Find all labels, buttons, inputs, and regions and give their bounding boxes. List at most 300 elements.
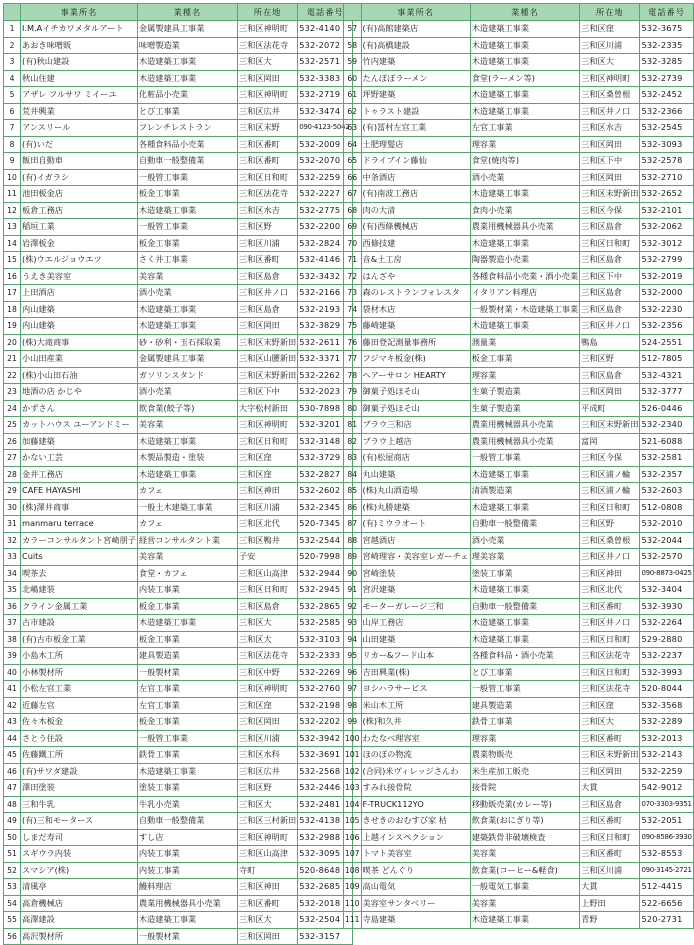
industry: 木造建築工事業 [470, 615, 579, 632]
business-name: 坪野建築 [361, 87, 470, 104]
row-number: 93 [344, 615, 362, 632]
industry: 塗装工事業 [137, 780, 237, 797]
phone-number: 532-2143 [640, 747, 693, 764]
header-row [344, 4, 694, 21]
industry: 陶器製造小売業 [470, 252, 579, 269]
table-row [344, 648, 694, 665]
industry: フレンチレストラン [137, 120, 237, 137]
table-row [344, 54, 694, 71]
table-row [4, 120, 353, 137]
industry: 内装工事業 [137, 846, 237, 863]
row-number: 48 [4, 796, 21, 813]
table-row [344, 301, 694, 318]
header-industry: 業種名 [470, 4, 579, 21]
location: 三和区島倉 [237, 301, 297, 318]
phone-number: 532-2010 [640, 516, 693, 533]
row-number: 50 [4, 829, 21, 846]
location: 三和区大 [580, 714, 640, 731]
location: 三和区神田 [580, 565, 640, 582]
row-number: 34 [4, 565, 21, 582]
phone-number: 532-2988 [298, 829, 353, 846]
industry: 板金工事業 [137, 598, 237, 615]
location: 三和区末野新田 [237, 334, 297, 351]
phone-number: 070-3303-9351 [640, 796, 693, 813]
industry: 内装工事業 [137, 582, 237, 599]
business-name: 佐々木板金 [21, 714, 138, 731]
phone-number: 532-2611 [298, 334, 353, 351]
table-row [344, 351, 694, 368]
industry: 農業用機械器具小売業 [470, 417, 579, 434]
business-name: Cuits [21, 549, 138, 566]
business-name: かない工芸 [21, 450, 138, 467]
table-row [344, 334, 694, 351]
phone-number: 520-7345 [298, 516, 353, 533]
business-name: (有)西條機械店 [361, 219, 470, 236]
table-row [344, 582, 694, 599]
industry: 化粧品小売業 [137, 87, 237, 104]
phone-number: 520-2731 [640, 912, 693, 929]
industry: 木造建築工事業 [470, 912, 579, 929]
location: 三和区末野新田 [580, 417, 640, 434]
location: 三和区法花寺 [580, 681, 640, 698]
industry: 木製品製造・塗装 [137, 450, 237, 467]
industry: ガソリンスタンド [137, 367, 237, 384]
location: 三和区山腰新田 [237, 351, 297, 368]
business-name: かずさん [21, 400, 138, 417]
table-row [344, 664, 694, 681]
phone-number: 532-3474 [298, 103, 353, 120]
phone-number: 532-2009 [298, 136, 353, 153]
industry: 美容業 [470, 895, 579, 912]
industry: 移動販売業(カレー等) [470, 796, 579, 813]
phone-number: 532-3432 [298, 268, 353, 285]
phone-number: 532-2072 [298, 37, 353, 54]
table-row [4, 681, 353, 698]
business-name: スマシア(株) [21, 862, 138, 879]
industry: 一般管工事業 [137, 730, 237, 747]
table-row [344, 747, 694, 764]
row-number: 106 [344, 829, 362, 846]
business-name: リカー&フード山本 [361, 648, 470, 665]
row-number: 105 [344, 813, 362, 830]
business-name: ほのぼの物流 [361, 747, 470, 764]
table-row [344, 120, 694, 137]
row-number: 42 [4, 697, 21, 714]
row-number: 14 [4, 235, 21, 252]
industry: 鉄骨工事業 [137, 747, 237, 764]
location: 三和区神明町 [237, 829, 297, 846]
industry: 飲食業(おにぎり等) [470, 813, 579, 830]
business-name: 小島木工所 [21, 648, 138, 665]
table-row [4, 879, 353, 896]
business-name: 池田板金店 [21, 186, 138, 203]
phone-number: 532-2585 [298, 615, 353, 632]
industry: 砂・砂利・玉石採取業 [137, 334, 237, 351]
location: 三和区大 [237, 54, 297, 71]
phone-number: 532-3103 [298, 631, 353, 648]
row-number: 66 [344, 169, 362, 186]
table-row [4, 219, 353, 236]
row-number: 67 [344, 186, 362, 203]
business-name: 宮崎理容・美容室レガーチェ [361, 549, 470, 566]
business-name: 近藤左官 [21, 697, 138, 714]
phone-number: 532-2799 [640, 252, 693, 269]
table-row [344, 796, 694, 813]
industry: 建築鉄骨非破壊検査 [470, 829, 579, 846]
table-row [344, 433, 694, 450]
row-number: 99 [344, 714, 362, 731]
phone-number: 532-2865 [298, 598, 353, 615]
location: 三和区川浦 [580, 862, 640, 879]
table-row [4, 301, 353, 318]
row-number: 4 [4, 70, 21, 87]
location: 三和区大 [580, 54, 640, 71]
industry: 自動車一般整備業 [470, 598, 579, 615]
row-number: 10 [4, 169, 21, 186]
header-no [4, 4, 21, 21]
business-name: わたなべ理容室 [361, 730, 470, 747]
industry: 木造建築工事業 [137, 615, 237, 632]
phone-number: 532-2259 [640, 763, 693, 780]
location: 三和区番町 [580, 846, 640, 863]
row-number: 95 [344, 648, 362, 665]
phone-number: 532-2739 [640, 70, 693, 87]
table-row [4, 532, 353, 549]
row-number: 85 [344, 483, 362, 500]
phone-number: 522-6656 [640, 895, 693, 912]
phone-number: 532-2568 [298, 763, 353, 780]
business-name: 上越インスペクション [361, 829, 470, 846]
business-name: ヘアーサロン HEARTY [361, 367, 470, 384]
table-row [4, 235, 353, 252]
industry: 米生産加工販売 [470, 763, 579, 780]
industry: 木造建築工事業 [470, 37, 579, 54]
business-name: 加藤建築 [21, 433, 138, 450]
location: 大貫 [580, 879, 640, 896]
location: 三和区岡田 [580, 136, 640, 153]
table-row [344, 186, 694, 203]
table-row [344, 681, 694, 698]
table-row [4, 103, 353, 120]
location: 子安 [237, 549, 297, 566]
location: 三和区大 [237, 912, 297, 929]
row-number: 8 [4, 136, 21, 153]
industry: とび工事業 [470, 664, 579, 681]
row-number: 57 [344, 21, 362, 38]
row-number: 20 [4, 334, 21, 351]
location: 三和区岡田 [580, 763, 640, 780]
table-row [4, 87, 353, 104]
table-row [344, 813, 694, 830]
business-name: (有)イガラシ [21, 169, 138, 186]
location: 三和区日和町 [580, 664, 640, 681]
industry: 美容業 [137, 549, 237, 566]
industry: 木造建築工事業 [470, 54, 579, 71]
phone-number: 532-2018 [298, 895, 353, 912]
phone-number: 532-2446 [298, 780, 353, 797]
phone-number: 532-2578 [640, 153, 693, 170]
phone-number: 521-6088 [640, 433, 693, 450]
industry: 建具製造業 [470, 697, 579, 714]
industry: 農業用機械器具小売業 [470, 219, 579, 236]
business-name: 佐藤鐵工所 [21, 747, 138, 764]
location: 三和区日和町 [580, 235, 640, 252]
location: 三和区大 [237, 796, 297, 813]
row-number: 21 [4, 351, 21, 368]
industry: さく井工事業 [137, 252, 237, 269]
location: 三和区今保 [580, 202, 640, 219]
location: 三和区野 [580, 516, 640, 533]
industry: カフェ [137, 483, 237, 500]
header-row [4, 4, 353, 21]
phone-number: 512-7805 [640, 351, 693, 368]
industry: 木造建築工事業 [137, 54, 237, 71]
phone-number: 542-9012 [640, 780, 693, 797]
location: 三和区島倉 [580, 301, 640, 318]
location: 三和区島倉 [237, 598, 297, 615]
business-name: 三和牛乳 [21, 796, 138, 813]
industry: 木造建築工事業 [470, 235, 579, 252]
location: 寺町 [237, 862, 297, 879]
row-number: 31 [4, 516, 21, 533]
location: 三和区井ノ口 [580, 615, 640, 632]
industry: 各種食料品・酒小売業 [470, 648, 579, 665]
phone-number: 090-8586-3930 [640, 829, 693, 846]
table-row [4, 598, 353, 615]
industry: 測量業 [470, 334, 579, 351]
industry: 木造建築工事業 [470, 87, 579, 104]
phone-number: 532-2019 [640, 268, 693, 285]
location: 三和区神明町 [237, 21, 297, 38]
phone-number: 532-2603 [640, 483, 693, 500]
location: 三和区法花寺 [237, 186, 297, 203]
location: 三和区島倉 [580, 796, 640, 813]
phone-number: 520-8044 [640, 681, 693, 698]
table-row [344, 70, 694, 87]
industry: 理美容業 [470, 549, 579, 566]
phone-number: 090-8873-0425 [640, 565, 693, 582]
table-row [344, 598, 694, 615]
table-row [344, 103, 694, 120]
row-number: 73 [344, 285, 362, 302]
business-name: ブラウ上越店 [361, 433, 470, 450]
location: 三和区岡田 [580, 169, 640, 186]
table-row [4, 780, 353, 797]
row-number: 13 [4, 219, 21, 236]
row-number: 92 [344, 598, 362, 615]
phone-number: 532-2335 [640, 37, 693, 54]
industry: 一般管工事業 [470, 450, 579, 467]
industry: 一般管工事業 [137, 169, 237, 186]
phone-number: 532-2051 [640, 813, 693, 830]
row-number: 60 [344, 70, 362, 87]
industry: 木造建築工事業 [137, 912, 237, 929]
business-name: 高倉機械店 [21, 895, 138, 912]
row-number: 44 [4, 730, 21, 747]
business-name: 古市建設 [21, 615, 138, 632]
row-number: 6 [4, 103, 21, 120]
industry: 一般製材業 [137, 928, 237, 945]
row-number: 15 [4, 252, 21, 269]
business-name: 米山木工所 [361, 697, 470, 714]
row-number: 109 [344, 879, 362, 896]
phone-number: 532-3093 [640, 136, 693, 153]
industry: 自動車一般整備業 [137, 153, 237, 170]
business-name: 飯田自動車 [21, 153, 138, 170]
business-name: さとう住設 [21, 730, 138, 747]
business-name: (有)高橋建設 [361, 37, 470, 54]
industry: 牛乳小売業 [137, 796, 237, 813]
phone-number: 532-2166 [298, 285, 353, 302]
industry: 左官工事業 [137, 697, 237, 714]
location: 三和区岡田 [237, 70, 297, 87]
phone-number: 532-2289 [640, 714, 693, 731]
industry: 接骨院 [470, 780, 579, 797]
table-row [4, 21, 353, 38]
phone-number: 532-2652 [640, 186, 693, 203]
industry: 酒小売業 [470, 169, 579, 186]
table-row [344, 450, 694, 467]
table-row [4, 466, 353, 483]
location: 三和区浦ノ輪 [580, 466, 640, 483]
row-number: 64 [344, 136, 362, 153]
business-name: トマト美容室 [361, 846, 470, 863]
table-row [4, 582, 353, 599]
phone-number: 532-2198 [298, 697, 353, 714]
location: 青野 [580, 912, 640, 929]
table-row [4, 268, 353, 285]
table-row [4, 318, 353, 335]
table-row [4, 846, 353, 863]
location: 三和区神明町 [237, 681, 297, 698]
phone-number: 532-2000 [640, 285, 693, 302]
table-row [4, 730, 353, 747]
table-row [4, 549, 353, 566]
phone-number: 532-4321 [640, 367, 693, 384]
location: 三和区鴨井 [237, 532, 297, 549]
table-row [344, 400, 694, 417]
table-row [344, 565, 694, 582]
location: 三和区島倉 [580, 252, 640, 269]
row-number: 47 [4, 780, 21, 797]
row-number: 45 [4, 747, 21, 764]
phone-number: 532-2259 [298, 169, 353, 186]
business-name: 小山田産業 [21, 351, 138, 368]
business-name: (有)松屋商店 [361, 450, 470, 467]
business-name: トゥラスト建設 [361, 103, 470, 120]
business-name: (株)丸山酒造場 [361, 483, 470, 500]
phone-number: 532-2356 [640, 318, 693, 335]
industry: 経営コンサルタント業 [137, 532, 237, 549]
header-phone: 電話番号 [640, 4, 693, 21]
industry: 板金工事業 [137, 186, 237, 203]
phone-number: 532-3383 [298, 70, 353, 87]
business-name: クライン金属工業 [21, 598, 138, 615]
table-row [4, 400, 353, 417]
table-row [4, 697, 353, 714]
phone-number: 532-2545 [640, 120, 693, 137]
table-row [344, 879, 694, 896]
directory-table-right [343, 3, 694, 929]
business-name: カットハウス ユーアンドミー [21, 417, 138, 434]
phone-number: 532-3404 [640, 582, 693, 599]
location: 三和区番町 [237, 252, 297, 269]
header-location: 所在地 [580, 4, 640, 21]
row-number: 104 [344, 796, 362, 813]
business-name: 喫茶去 [21, 565, 138, 582]
row-number: 43 [4, 714, 21, 731]
table-row [344, 483, 694, 500]
location: 三和区番町 [580, 730, 640, 747]
row-number: 24 [4, 400, 21, 417]
table-row [344, 318, 694, 335]
table-row [4, 516, 353, 533]
phone-number: 532-2945 [298, 582, 353, 599]
row-number: 17 [4, 285, 21, 302]
table-row [344, 268, 694, 285]
business-name: きせきのおむすび家 枯 [361, 813, 470, 830]
location: 三和区桑曽根 [580, 87, 640, 104]
phone-number: 532-2824 [298, 235, 353, 252]
table-row [4, 499, 353, 516]
table-row [344, 895, 694, 912]
location: 三和区窪 [237, 450, 297, 467]
row-number: 32 [4, 532, 21, 549]
industry: 美容業 [137, 417, 237, 434]
phone-number: 532-2571 [298, 54, 353, 71]
phone-number: 532-3568 [640, 697, 693, 714]
location: 三和区末野新田 [580, 186, 640, 203]
row-number: 70 [344, 235, 362, 252]
phone-number: 532-2581 [640, 450, 693, 467]
header-business-name: 事業所名 [21, 4, 138, 21]
business-name: 金井工務店 [21, 466, 138, 483]
business-name: (合同)米ヴィレッジさんわ [361, 763, 470, 780]
row-number: 52 [4, 862, 21, 879]
location: 三和区広井 [237, 763, 297, 780]
location: 三和区水科 [237, 747, 297, 764]
phone-number: 532-2366 [640, 103, 693, 120]
row-number: 90 [344, 565, 362, 582]
row-number: 2 [4, 37, 21, 54]
row-number: 26 [4, 433, 21, 450]
industry: 食堂・カフェ [137, 565, 237, 582]
phone-number: 532-2719 [298, 87, 353, 104]
row-number: 88 [344, 532, 362, 549]
row-number: 11 [4, 186, 21, 203]
row-number: 16 [4, 268, 21, 285]
location: 三和区岡田 [237, 318, 297, 335]
phone-number: 532-2544 [298, 532, 353, 549]
row-number: 68 [344, 202, 362, 219]
table-row [344, 169, 694, 186]
table-row [4, 169, 353, 186]
table-row [344, 862, 694, 879]
business-name: ヨシハラサービス [361, 681, 470, 698]
header-no [344, 4, 362, 21]
industry: 板金工事業 [137, 631, 237, 648]
table-row [344, 417, 694, 434]
location: 三和区山高津 [237, 846, 297, 863]
table-row [4, 615, 353, 632]
business-name: 小林製材所 [21, 664, 138, 681]
phone-number: 532-3675 [640, 21, 693, 38]
business-name: (有)ミウラオート [361, 516, 470, 533]
phone-number: 532-3993 [640, 664, 693, 681]
industry: とび工事業 [137, 103, 237, 120]
location: 三和区井ノ口 [580, 549, 640, 566]
industry: 清酒製造業 [470, 483, 579, 500]
